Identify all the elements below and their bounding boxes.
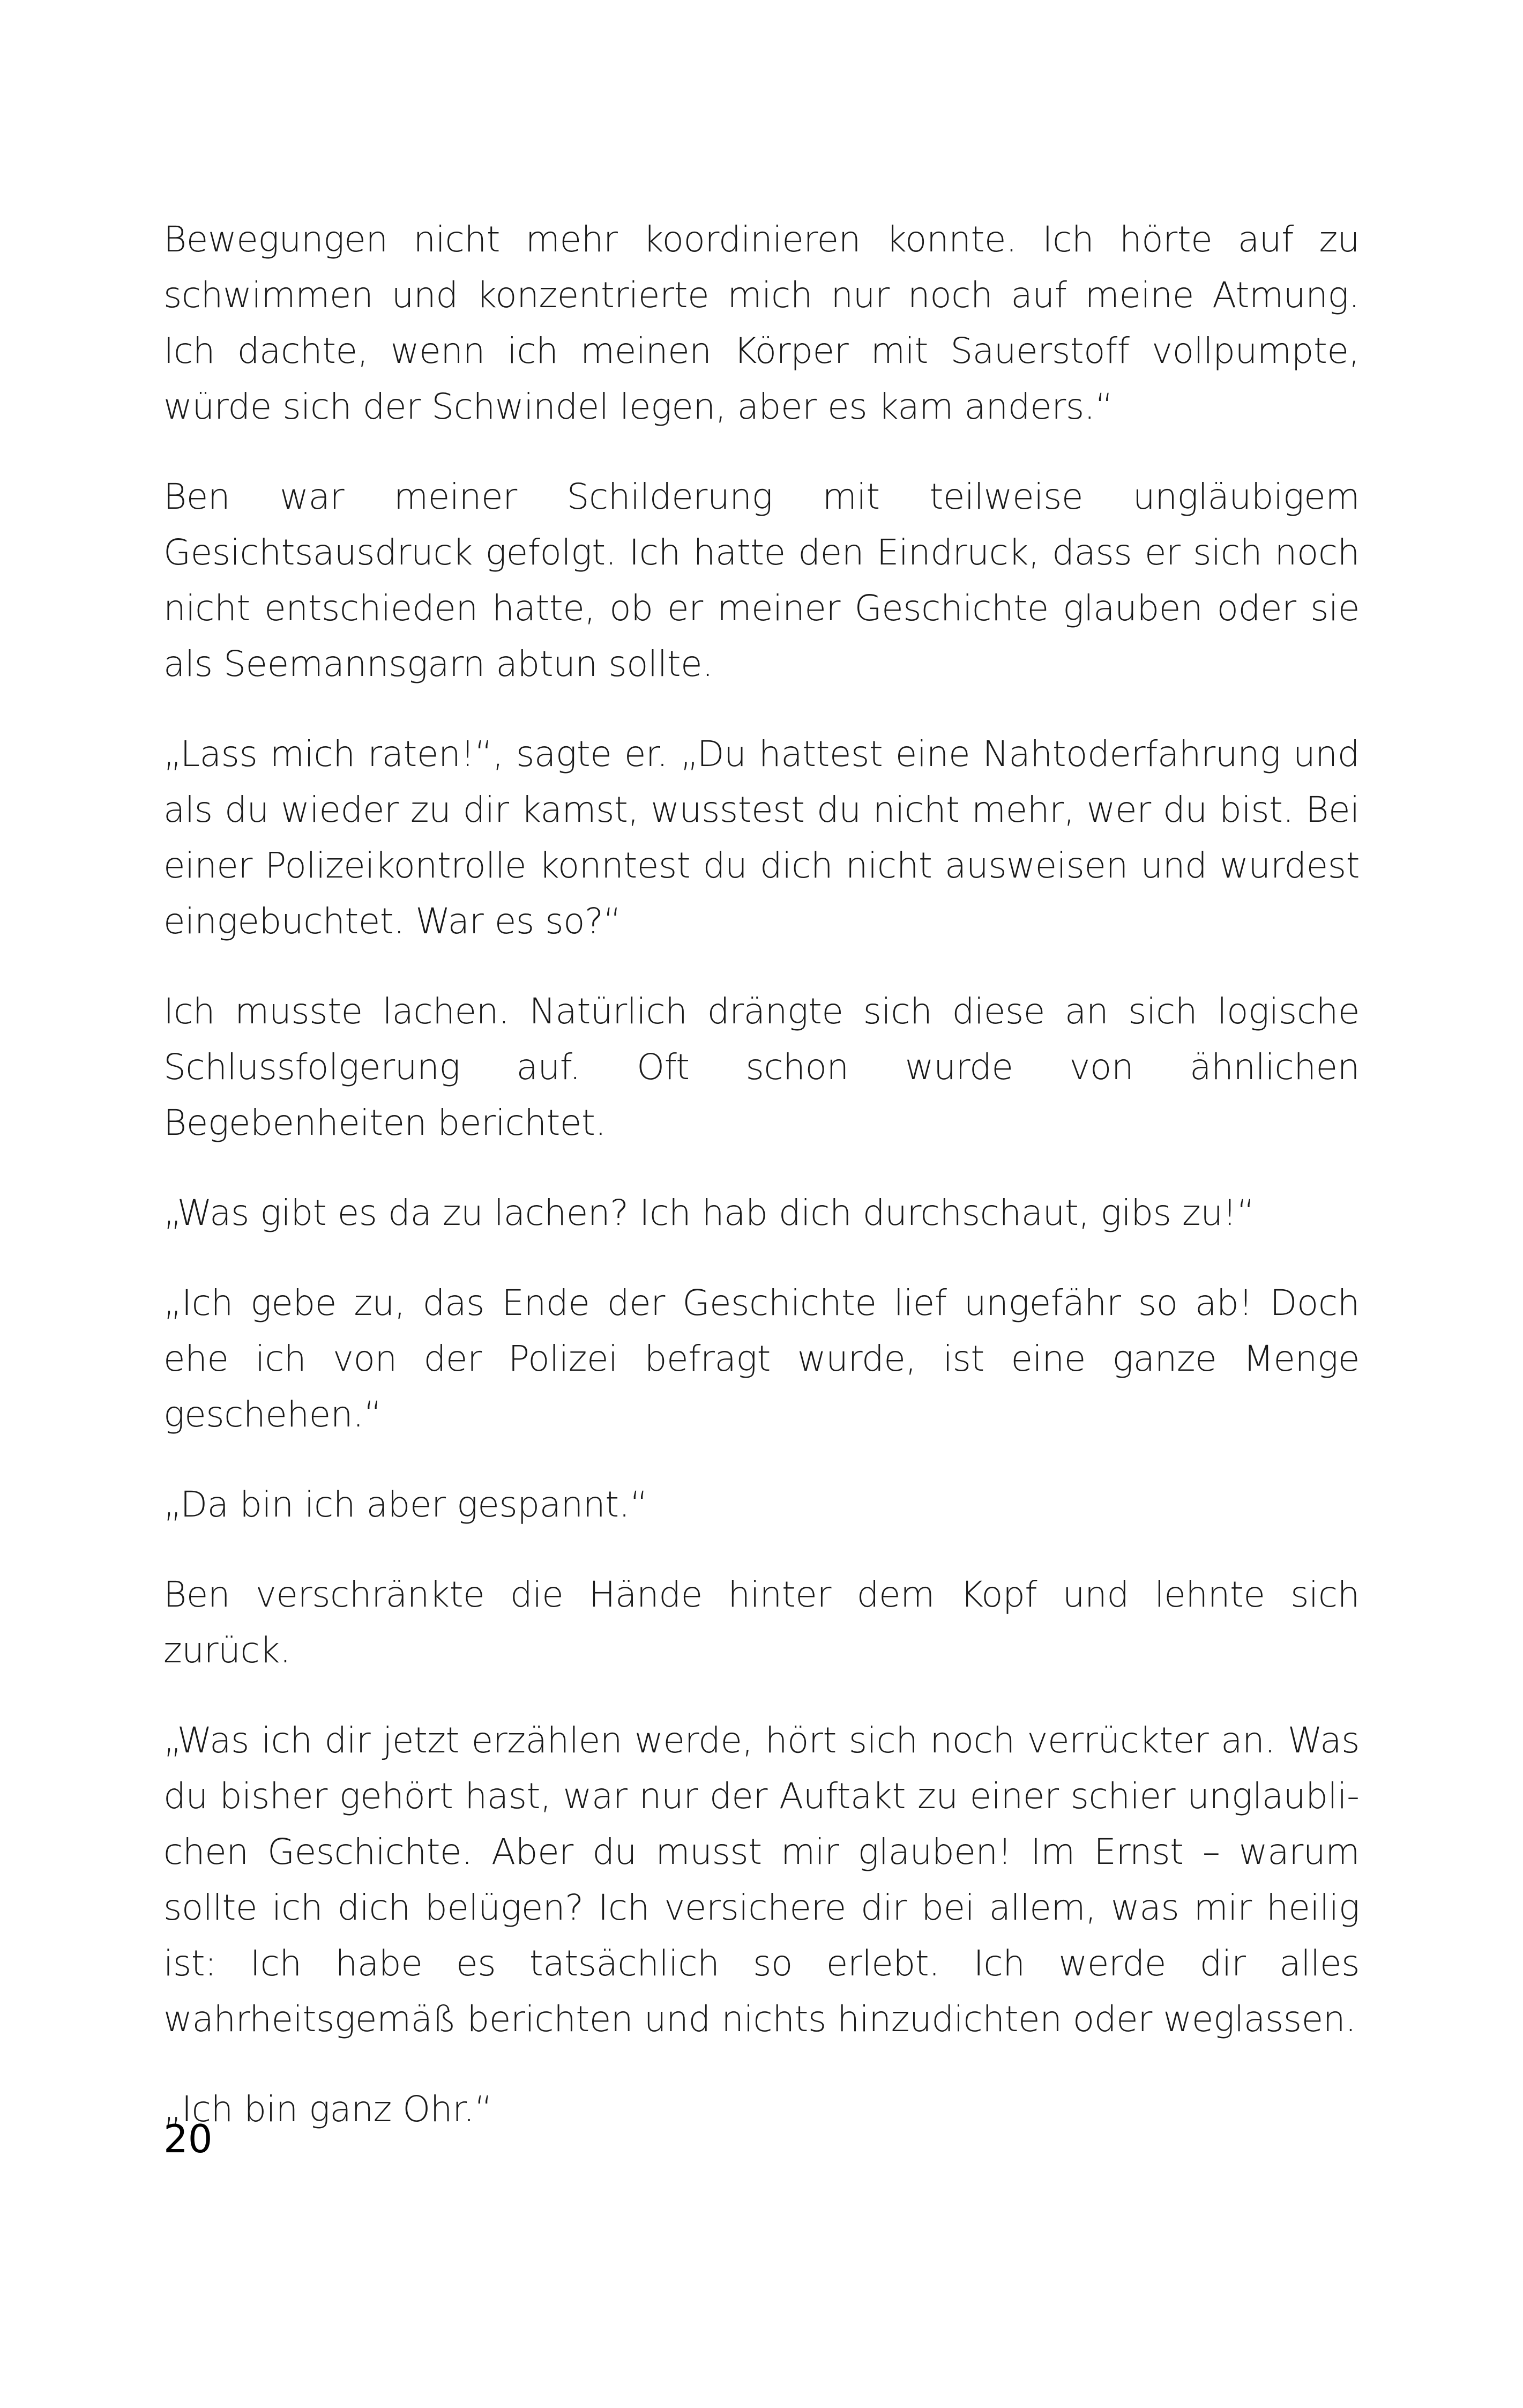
body-text bbox=[163, 212, 1360, 2172]
paragraph: „Da bin ich aber gespannt.“ bbox=[163, 1484, 648, 1525]
page-number: 20 bbox=[163, 2116, 213, 2161]
paragraph: „Ich bin ganz Ohr.“ bbox=[163, 2089, 492, 2130]
paragraph: Ben war meiner Schilderung mit teilweise ungläubigem Gesichtsausdruck gefolgt. Ich hatte den Eindruck, dass er sich noch nicht entschieden hatte, ob er meiner Geschichte glauben oder sie als Seemannsgarn abtun sollte. bbox=[163, 476, 1360, 685]
paragraph: „Was ich dir jetzt erzählen werde, hört sich noch verrückter an. Was du bisher gehört hast, war nur der Auftakt zu einer schier unglaublichen Geschichte. Aber du musst mir glauben! Im Ernst – warum sollte ich dich belügen? Ich versichere dir bei allem, was mir heilig ist: Ich habe es tatsächlich so erlebt. Ich werde dir alles wahrheitsgemäß berichten und nichts hinzudichten oder weglassen. bbox=[163, 1720, 1360, 2040]
paragraph: Bewegungen nicht mehr koordinieren konnte. Ich hörte auf zu schwimmen und konzentrierte mich nur noch auf meine Atmung. Ich dachte, wenn ich meinen Körper mit Sauerstoff vollpumpte, würde sich der Schwindel legen, aber es kam anders.“ bbox=[163, 219, 1360, 427]
paragraph: „Ich gebe zu, das Ende der Geschichte lief ungefähr so ab! Doch ehe ich von der Polizei befragt wurde, ist eine ganze Menge geschehen.“ bbox=[163, 1282, 1360, 1435]
paragraph: „Lass mich raten!“, sagte er. „Du hattest eine Nahtoderfahrung und als du wieder zu dir kamst, wusstest du nicht mehr, wer du bist. Bei einer Polizeikontrolle konntest du dich nicht ausweisen und wurdest eingebuchtet. War es so?“ bbox=[163, 733, 1360, 942]
paragraph: Ben verschränkte die Hände hinter dem Kopf und lehnte sich zurück. bbox=[163, 1574, 1360, 1671]
paragraph: „Was gibt es da zu lachen? Ich hab dich durchschaut, gibs zu!“ bbox=[163, 1192, 1255, 1233]
paragraph: Ich musste lachen. Natürlich drängte sich diese an sich logische Schlussfolgerung auf. Oft schon wurde von ähnlichen Begebenheiten berichtet. bbox=[163, 991, 1360, 1143]
